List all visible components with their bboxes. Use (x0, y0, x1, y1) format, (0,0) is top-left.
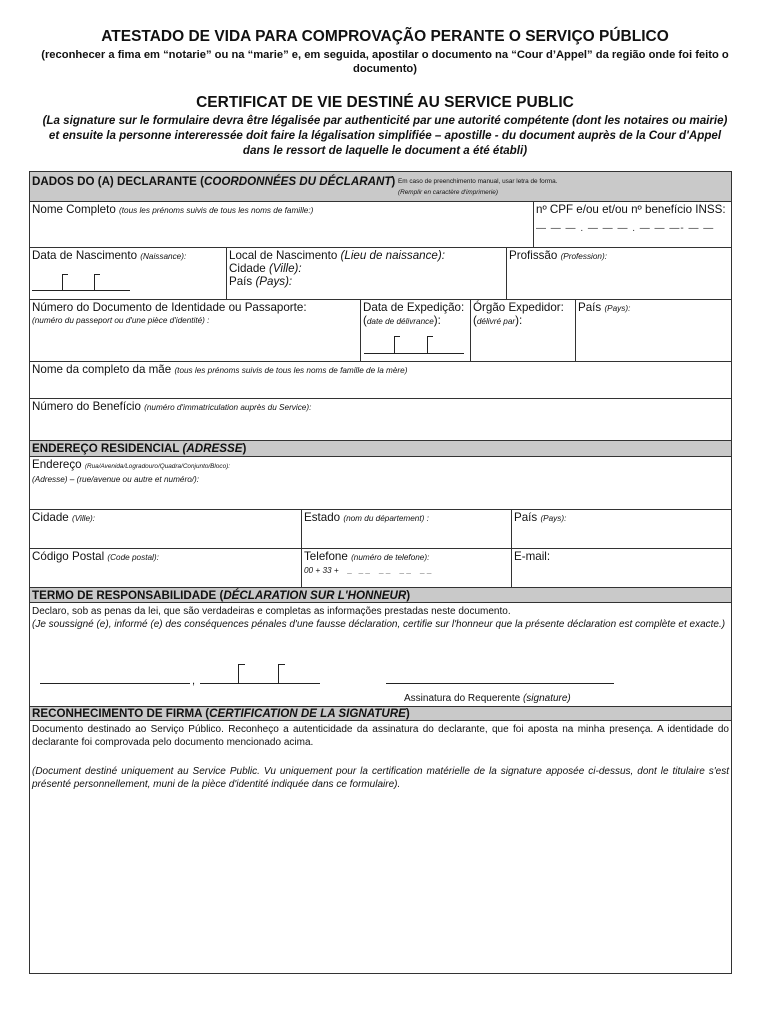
city-label-fr: (Ville): (71, 514, 96, 523)
doc-number-field[interactable] (30, 300, 360, 361)
pt-title: ATESTADO DE VIDA PARA COMPROVAÇÃO PERANTE O SERVIÇO PÚBLICO (101, 28, 669, 45)
birth-date-sep-1 (62, 274, 63, 290)
row-street (30, 457, 731, 510)
declarant-section-title: DADOS DO (A) DECLARANTE ( (32, 175, 204, 188)
issue-date-sep-1 (394, 336, 395, 353)
benefit-number-label: Número do Benefício (32, 400, 141, 413)
city-label: Cidade (32, 511, 69, 524)
issue-date-sep-1-top (394, 336, 400, 337)
row-city-state (30, 510, 731, 549)
signature-line[interactable] (386, 683, 614, 684)
state-label: Estado (304, 511, 341, 524)
sign-date-sep-2-top (278, 664, 285, 665)
row-benefit (30, 399, 731, 441)
mother-name-label: Nome da completo da mãe (32, 363, 172, 376)
doc-number-label-fr: (numéro du passeport ou d'une pièce d'identité) : (32, 316, 210, 325)
issuer-field[interactable]: Órgão Expedidor: (délivré par): (470, 300, 575, 361)
full-name-label-fr: (tous les prénoms suivis de tous les noms de famille:) (119, 206, 314, 215)
signature-caption (404, 692, 571, 705)
birth-date-sep-2 (94, 274, 95, 290)
issue-country-label: País (578, 301, 602, 314)
street-label-pt: (Rua/Avenida/Logradouro/Quadra/Conjunto/Bloco): (84, 463, 231, 470)
birth-date-sep-2-top (94, 274, 100, 275)
certification-section-header (30, 707, 731, 721)
benefit-number-label-fr: (numéro d'immatriculation auprès du Service): (144, 403, 312, 412)
issue-country-label-fr: (Pays): (604, 304, 631, 313)
full-name-field[interactable] (30, 202, 533, 247)
zip-field[interactable] (30, 549, 301, 587)
birth-place-label: Local de Nascimento (229, 249, 338, 262)
profession-field[interactable] (506, 248, 731, 299)
term-section-title-fr: DÉCLARATION SUR L'HONNEUR (223, 589, 407, 602)
street-label-fr: (Adresse) – (rue/avenue ou autre et numéro/): (32, 475, 200, 484)
certification-section-close: ) (405, 707, 410, 720)
issuer-label: Órgão Expedidor: (473, 301, 564, 314)
term-text-fr: (Je soussigné (e), informé (e) des conséquences pénales d'une fausse déclaration, certifie sur l'honneur que la présente déclaration est complète et exacte.) (32, 619, 726, 630)
row-zip-phone (30, 549, 731, 588)
birth-date-line (32, 290, 130, 291)
phone-label-fr: (numéro de telefone): (351, 553, 430, 562)
issue-date-sep-2-top (427, 336, 433, 337)
place-line[interactable] (40, 683, 190, 684)
birth-place-field[interactable] (226, 248, 506, 299)
street-field[interactable] (30, 457, 731, 509)
row-document (30, 300, 731, 362)
zip-label-fr: (Code postal): (107, 553, 159, 562)
email-field[interactable] (511, 549, 731, 587)
fr-note: (La signature sur le formulaire devra être légalisée par authenticité par une autorité compétente (dont les notaires ou mairie) et ensuite la personne intereressée doit faire la légalisation simplifiée – apostille - du document auprès de la Cour d'Appel dans le ressort de laquelle le document a été établi) (42, 114, 728, 157)
date-line[interactable] (200, 683, 320, 684)
term-section-header (30, 588, 731, 603)
form-frame (29, 171, 732, 974)
pt-note: (reconhecer a fima em “notarie” ou na “marie” e, em seguida, apostilar o documento na “Cour d’Appel” da região onde foi feito o documento) (41, 49, 729, 75)
certification-section-title-fr: CERTIFICATION DE LA SIGNATURE (209, 707, 406, 720)
issue-date-label-fr: date de délivrance (366, 317, 434, 326)
email-label: E-mail: (514, 550, 551, 563)
issuer-label-fr: délivré par (476, 317, 516, 326)
signature-label: Assinatura do Requerente (404, 693, 523, 704)
state-label-fr: (nom du département) : (343, 514, 429, 523)
birth-place-label-fr: (Lieu de naissance): (340, 249, 445, 262)
certification-section-title: RECONHECIMENTO DE FIRMA ( (32, 707, 210, 720)
certification-text-fr: (Document destiné uniquement au Service Public. Vu uniquement pour la certification matérielle de la signature apposée ci-dessus, dont le titulaire s'est présenté personnellement, muni de la pièce d'identité indiquée dans ce formulaire). (32, 766, 729, 790)
handwriting-hint-fr: (Remplir en caractère d'imprimerie) (398, 189, 498, 196)
full-name-label: Nome Completo (32, 203, 116, 216)
phone-mask: 00 + 33 + _ _ _ _ _ _ _ _ _ (304, 566, 432, 575)
birth-date-label-fr: (Naissance): (140, 252, 187, 261)
sign-date-sep-1-top (238, 664, 245, 665)
sign-date-sep-1 (238, 664, 239, 683)
handwriting-hint: Em caso de preenchimento manual, usar letra de forma. (398, 178, 558, 185)
issue-date-sep-2 (427, 336, 428, 353)
declarant-section-header (30, 172, 731, 202)
birth-city-label-fr: (Ville): (268, 262, 302, 275)
benefit-number-field[interactable] (30, 399, 731, 440)
fr-title: CERTIFICAT DE VIE DESTINÉ AU SERVICE PUBLIC (196, 94, 574, 111)
address-section-title: ENDEREÇO RESIDENCIAL (32, 442, 183, 455)
declarant-section-close: ) (391, 175, 396, 188)
cpf-mask: — — — . — — — . — — —- — — (536, 223, 715, 234)
term-section-close: ) (406, 589, 411, 602)
address-country-label: País (514, 511, 538, 524)
sign-date-sep-2 (278, 664, 279, 683)
birth-country-label-fr: (Pays): (255, 275, 293, 288)
address-section-title-fr: (ADRESSE (182, 442, 243, 455)
declarant-section-title-fr: COORDONNÉES DU DÉCLARANT (203, 175, 392, 188)
row-mother (30, 362, 731, 399)
issue-date-field[interactable]: Data de Expedição: (date de délivrance): (360, 300, 470, 361)
term-text-pt: Declaro, sob as penas da lei, que são verdadeiras e completas as informações prestadas neste documento. (32, 606, 511, 617)
certification-text-pt: Documento destinado ao Serviço Público. Reconheço a autenticidade da assinatura do declarante, que foi aposta na minha presença. A identidade do declarante foi comprovada pelo documento mencionado acima. (32, 724, 729, 748)
profession-label-fr: (Profession): (560, 252, 607, 261)
row-name-cpf (30, 202, 731, 248)
birth-country-label: País (229, 275, 253, 288)
street-label: Endereço (32, 458, 82, 471)
birth-date-sep-1-top (62, 274, 68, 275)
zip-label: Código Postal (32, 550, 105, 563)
address-country-field[interactable] (511, 510, 731, 548)
state-field[interactable] (301, 510, 511, 548)
notary-stamp-area[interactable] (30, 797, 731, 973)
phone-field[interactable] (301, 549, 511, 587)
issue-country-field[interactable] (575, 300, 731, 361)
doc-number-label: Número do Documento de Identidade ou Passaporte: (32, 301, 307, 314)
place-date-comma: , (192, 675, 196, 687)
mother-name-field[interactable] (30, 362, 731, 398)
address-section-close: ) (242, 442, 247, 455)
row-birth (30, 248, 731, 300)
birth-date-field[interactable] (30, 248, 226, 299)
term-section-title: TERMO DE RESPONSABILIDADE ( (32, 589, 224, 602)
profession-label: Profissão (509, 249, 558, 262)
issue-date-label: Data de Expedição: (363, 301, 465, 314)
cpf-label: nº CPF e/ou et/ou nº benefício INSS: (536, 203, 726, 216)
signature-label-fr: (signature) (522, 693, 571, 704)
address-country-label-fr: (Pays): (540, 514, 567, 523)
city-field[interactable] (30, 510, 301, 548)
cpf-field[interactable] (533, 202, 731, 247)
issue-date-line (364, 353, 464, 354)
row-term (30, 603, 731, 707)
address-section-header (30, 441, 731, 457)
phone-label: Telefone (304, 550, 348, 563)
birth-city-label: Cidade (229, 262, 266, 275)
birth-date-label: Data de Nascimento (32, 249, 138, 262)
mother-name-label-fr: (tous les prénoms suivis de tous les noms de famille de la mère) (174, 366, 408, 375)
